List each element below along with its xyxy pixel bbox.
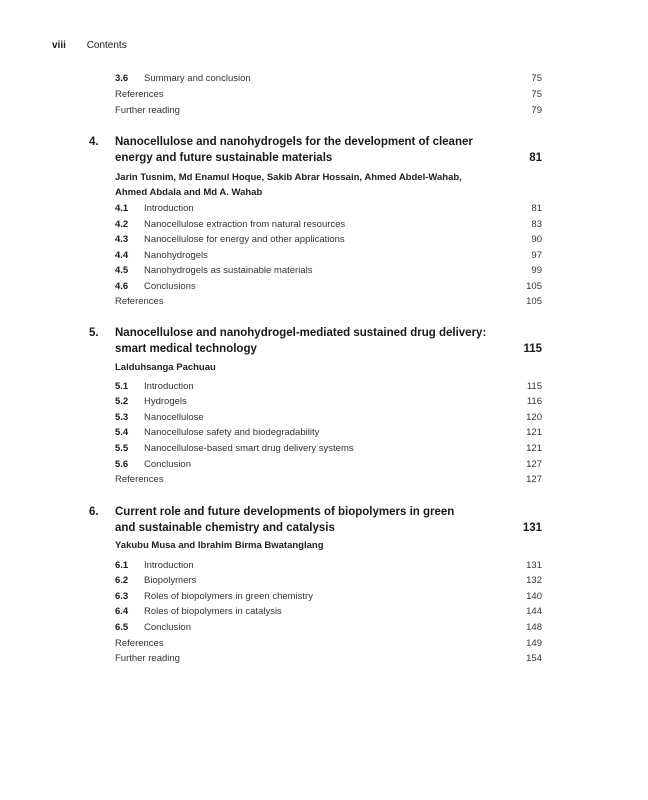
- entry-title: Hydrogels: [144, 396, 187, 407]
- entry-title: Introduction: [144, 381, 194, 392]
- entry-title: Summary and conclusion: [144, 73, 251, 84]
- toc-entry[interactable]: [0, 426, 648, 440]
- entry-number: 6.3: [115, 591, 129, 602]
- toc-entry[interactable]: [0, 442, 648, 456]
- entry-number: 4.4: [115, 250, 129, 261]
- page-number: viii: [52, 40, 66, 51]
- entry-page: 144: [526, 606, 542, 617]
- entry-page: 116: [526, 396, 542, 407]
- entry-title: Nanohydrogels: [144, 250, 208, 261]
- entry-title: Conclusion: [144, 622, 191, 633]
- entry-title: References: [115, 89, 164, 100]
- entry-title: Nanocellulose-based smart drug delivery systems: [144, 443, 354, 454]
- entry-number: 5.3: [115, 412, 129, 423]
- entry-number: 6.4: [115, 606, 129, 617]
- entry-page: 75: [531, 73, 542, 84]
- toc-entry[interactable]: [0, 249, 648, 263]
- entry-title: References: [115, 474, 164, 485]
- chapter-authors: [115, 170, 485, 200]
- running-head: [52, 40, 127, 51]
- chapter-authors: [115, 538, 485, 553]
- entry-number: 5.2: [115, 396, 129, 407]
- chapter-authors: [115, 360, 485, 375]
- entry-title: References: [115, 638, 164, 649]
- toc-entry[interactable]: [0, 411, 648, 425]
- entry-page: 99: [531, 265, 542, 276]
- authors-line: Lalduhsanga Pachuau: [115, 362, 216, 373]
- entry-page: 127: [526, 474, 542, 485]
- authors-line: Yakubu Musa and Ibrahim Birma Bwatanglang: [115, 540, 324, 551]
- toc-entry[interactable]: [0, 574, 648, 588]
- entry-number: 4.1: [115, 203, 129, 214]
- entry-title: Nanohydrogels as sustainable materials: [144, 265, 313, 276]
- chapter-number: 5.: [89, 327, 99, 339]
- toc-entry[interactable]: [0, 458, 648, 472]
- toc-entry[interactable]: [0, 280, 648, 294]
- entry-title: Conclusion: [144, 459, 191, 470]
- toc-entry[interactable]: [0, 88, 648, 102]
- toc-entry[interactable]: [0, 395, 648, 409]
- entry-page: 75: [531, 89, 542, 100]
- authors-line: Ahmed Abdala and Md A. Wahab: [115, 187, 263, 198]
- toc-entry[interactable]: [0, 233, 648, 247]
- toc-entry[interactable]: [0, 264, 648, 278]
- entry-page: 105: [526, 296, 542, 307]
- toc-entry[interactable]: [0, 559, 648, 573]
- entry-title: Nanocellulose for energy and other applications: [144, 234, 345, 245]
- entry-number: 5.5: [115, 443, 129, 454]
- entry-page: 121: [526, 443, 542, 454]
- entry-page: 154: [526, 653, 542, 664]
- chapter-title[interactable]: [115, 504, 515, 536]
- chapter-title-line: energy and future sustainable materials: [115, 152, 333, 164]
- entry-title: Nanocellulose safety and biodegradability: [144, 427, 320, 438]
- entry-page: 79: [531, 105, 542, 116]
- entry-page: 140: [526, 591, 542, 602]
- entry-title: Roles of biopolymers in green chemistry: [144, 591, 313, 602]
- chapter-page: 131: [522, 522, 542, 534]
- toc-entry[interactable]: [0, 295, 648, 309]
- entry-number: 4.5: [115, 265, 129, 276]
- toc-entry[interactable]: [0, 621, 648, 635]
- entry-page: 149: [526, 638, 542, 649]
- entry-page: 131: [526, 560, 542, 571]
- entry-number: 4.2: [115, 219, 129, 230]
- entry-number: 6.2: [115, 575, 129, 586]
- chapter-title-line: Nanocellulose and nanohydrogels for the development of cleaner: [115, 136, 473, 148]
- entry-title: Conclusions: [144, 281, 196, 292]
- entry-title: Further reading: [115, 653, 180, 664]
- toc-entry[interactable]: [0, 72, 648, 86]
- authors-line: Jarin Tusnim, Md Enamul Hoque, Sakib Abrar Hossain, Ahmed Abdel-Wahab,: [115, 172, 462, 183]
- toc-entry[interactable]: [0, 652, 648, 666]
- toc-entry[interactable]: [0, 380, 648, 394]
- entry-page: 127: [526, 459, 542, 470]
- entry-page: 132: [526, 575, 542, 586]
- entry-page: 120: [526, 412, 542, 423]
- entry-title: Further reading: [115, 105, 180, 116]
- toc-entry[interactable]: [0, 590, 648, 604]
- entry-page: 121: [526, 427, 542, 438]
- entry-number: 3.6: [115, 73, 129, 84]
- entry-title: References: [115, 296, 164, 307]
- entry-title: Introduction: [144, 560, 194, 571]
- toc-entry[interactable]: [0, 473, 648, 487]
- chapter-page: 115: [523, 343, 542, 355]
- chapter-title[interactable]: [115, 134, 515, 166]
- entry-title: Roles of biopolymers in catalysis: [144, 606, 282, 617]
- toc-entry[interactable]: [0, 218, 648, 232]
- entry-page: 90: [531, 234, 542, 245]
- entry-title: Nanocellulose extraction from natural resources: [144, 219, 346, 230]
- entry-number: 4.3: [115, 234, 129, 245]
- entry-number: 4.6: [115, 281, 129, 292]
- entry-page: 81: [531, 203, 542, 214]
- entry-number: 5.1: [115, 381, 129, 392]
- section-title: Contents: [86, 40, 127, 51]
- entry-number: 6.1: [115, 560, 129, 571]
- entry-title: Biopolymers: [144, 575, 197, 586]
- entry-page: 115: [526, 381, 542, 392]
- chapter-title-line: smart medical technology: [115, 343, 257, 355]
- chapter-number: 4.: [89, 136, 99, 148]
- entry-page: 105: [526, 281, 542, 292]
- chapter-title-line: Nanocellulose and nanohydrogel-mediated sustained drug delivery:: [115, 327, 487, 339]
- entry-number: 5.4: [115, 427, 129, 438]
- toc-entry[interactable]: [0, 202, 648, 216]
- chapter-number: 6.: [89, 506, 99, 518]
- chapter-page: 81: [529, 152, 542, 164]
- entry-number: 5.6: [115, 459, 129, 470]
- toc-entry[interactable]: [0, 104, 648, 118]
- entry-page: 83: [531, 219, 542, 230]
- entry-title: Nanocellulose: [144, 412, 204, 423]
- entry-number: 6.5: [115, 622, 129, 633]
- entry-page: 148: [526, 622, 542, 633]
- toc-entry[interactable]: [0, 637, 648, 651]
- entry-title: Introduction: [144, 203, 194, 214]
- toc-entry[interactable]: [0, 605, 648, 619]
- chapter-title-line: and sustainable chemistry and catalysis: [115, 522, 335, 534]
- chapter-title-line: Current role and future developments of biopolymers in green: [115, 506, 455, 518]
- entry-page: 97: [531, 250, 542, 261]
- chapter-title[interactable]: [115, 325, 515, 357]
